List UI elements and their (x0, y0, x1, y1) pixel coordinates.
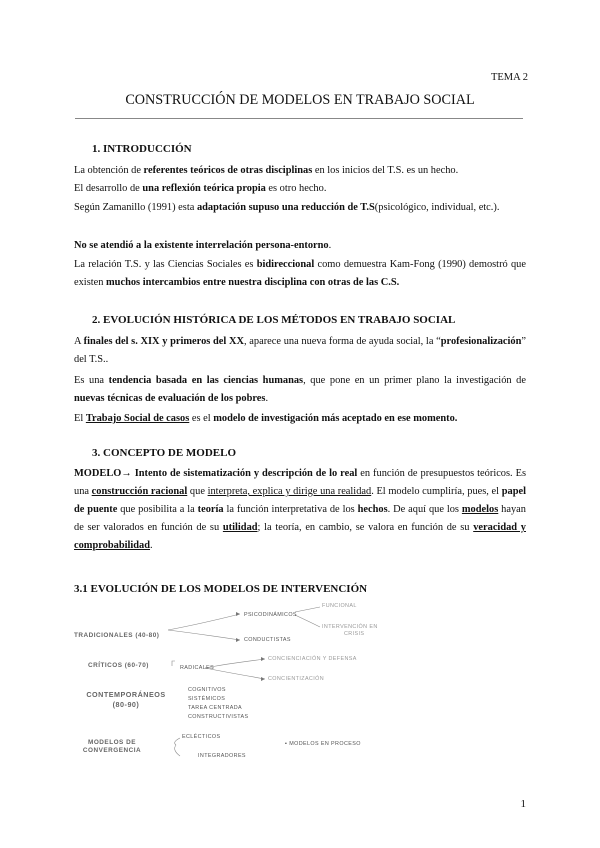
s1-paragraph-3: Según Zamanillo (1991) esta adaptación supuso una reducción de T.S(psicológico, individual, etc.). (74, 202, 500, 213)
page-number: 1 (520, 798, 526, 810)
list-item: SISTÉMICOS (188, 696, 226, 702)
section-3-heading: 3. CONCEPTO DE MODELO (92, 447, 237, 459)
list-item: COGNITIVOS (188, 687, 226, 693)
s2-paragraph-3: El Trabajo Social de casos es el modelo de investigación más aceptado en ese momento. (74, 413, 458, 424)
list-item: CONSTRUCTIVISTAS (188, 714, 249, 720)
s1-paragraph-2: El desarrollo de una reflexión teórica propia es otro hecho. (74, 183, 327, 194)
contemporaneos-list (188, 686, 249, 722)
section-1-heading: 1. INTRODUCCIÓN (92, 143, 192, 155)
label-convergencia-2: CONVERGENCIA (82, 747, 142, 754)
page-title: CONSTRUCCIÓN DE MODELOS EN TRABAJO SOCIAL (125, 92, 475, 108)
label-convergencia (76, 739, 148, 755)
label-contemporaneos (78, 690, 174, 710)
label-intervencion-crisis-1: INTERVENCIÓN EN (322, 624, 378, 630)
section-3-1-heading: 3.1 EVOLUCIÓN DE LOS MODELOS DE INTERVENCIÓN (74, 583, 368, 595)
label-criticos: CRÍTICOS (60-70) (88, 662, 149, 669)
label-contemporaneos-1: CONTEMPORÁNEOS (86, 690, 166, 699)
label-concientizacion: CONCIENTIZACIÓN (268, 676, 325, 682)
label-radicales: RADICALES (180, 665, 215, 671)
tema-label: TEMA 2 (490, 72, 528, 83)
s3-paragraph-1: MODELO→ Intento de sistematización y descripción de lo real en función de presupuestos teóricos. Es una construcción racional que interpreta, explica y dirige una realidad. El modelo cumpliría, pues, el papel de puente que posibilita a la teoría la función interpretativa de los hechos. De aquí que los modelos hayan de ser valorados en función de su utilidad; la teoría, en cambio, se valora en función de su veracidad y comprobabilidad. (74, 468, 527, 551)
label-eclecticos: ECLÉCTICOS (182, 734, 221, 740)
list-item: TAREA CENTRADA (188, 705, 243, 711)
label-modelos-en-proceso-text: MODELOS EN PROCESO (289, 741, 361, 747)
label-integradores: INTEGRADORES (198, 753, 246, 759)
label-modelos-en-proceso (285, 741, 361, 747)
label-convergencia-1: MODELOS DE (88, 739, 136, 746)
s1-paragraph-5: La relación T.S. y las Ciencias Sociales es bidireccional como demuestra Kam-Fong (1990) demostró que existen muchos intercambios entre nuestra disciplina con otras de las C.S. (74, 259, 526, 288)
s1-paragraph-4: No se atendió a la existente interrelación persona-entorno. (74, 240, 332, 251)
s2-paragraph-1: A finales del s. XIX y primeros del XX, aparece una nueva forma de ayuda social, la “profesionalización” del T.S.. (74, 336, 526, 365)
bullet-icon: ▪ (285, 741, 290, 747)
s1-paragraph-1: La obtención de referentes teóricos de otras disciplinas en los inicios del T.S. es un hecho. (74, 165, 459, 176)
label-psicodinamicos: PSICODINÁMICOS (244, 612, 297, 618)
s2-paragraph-2: Es una tendencia basada en las ciencias humanas, que pone en un primer plano la investigación de nuevas técnicas de evaluación de los pobres. (74, 375, 526, 404)
label-concienciacion: CONCIENCIACIÓN Y DEFENSA (268, 656, 357, 662)
label-contemporaneos-2: (80-90) (112, 700, 140, 709)
label-tradicionales: TRADICIONALES (40-80) (74, 632, 160, 639)
label-conductistas: CONDUCTISTAS (244, 637, 291, 643)
label-intervencion-crisis-2: CRISIS (344, 631, 365, 637)
label-funcional: FUNCIONAL (322, 603, 357, 609)
section-2-heading: 2. EVOLUCIÓN HISTÓRICA DE LOS MÉTODOS EN TRABAJO SOCIAL (92, 314, 456, 326)
